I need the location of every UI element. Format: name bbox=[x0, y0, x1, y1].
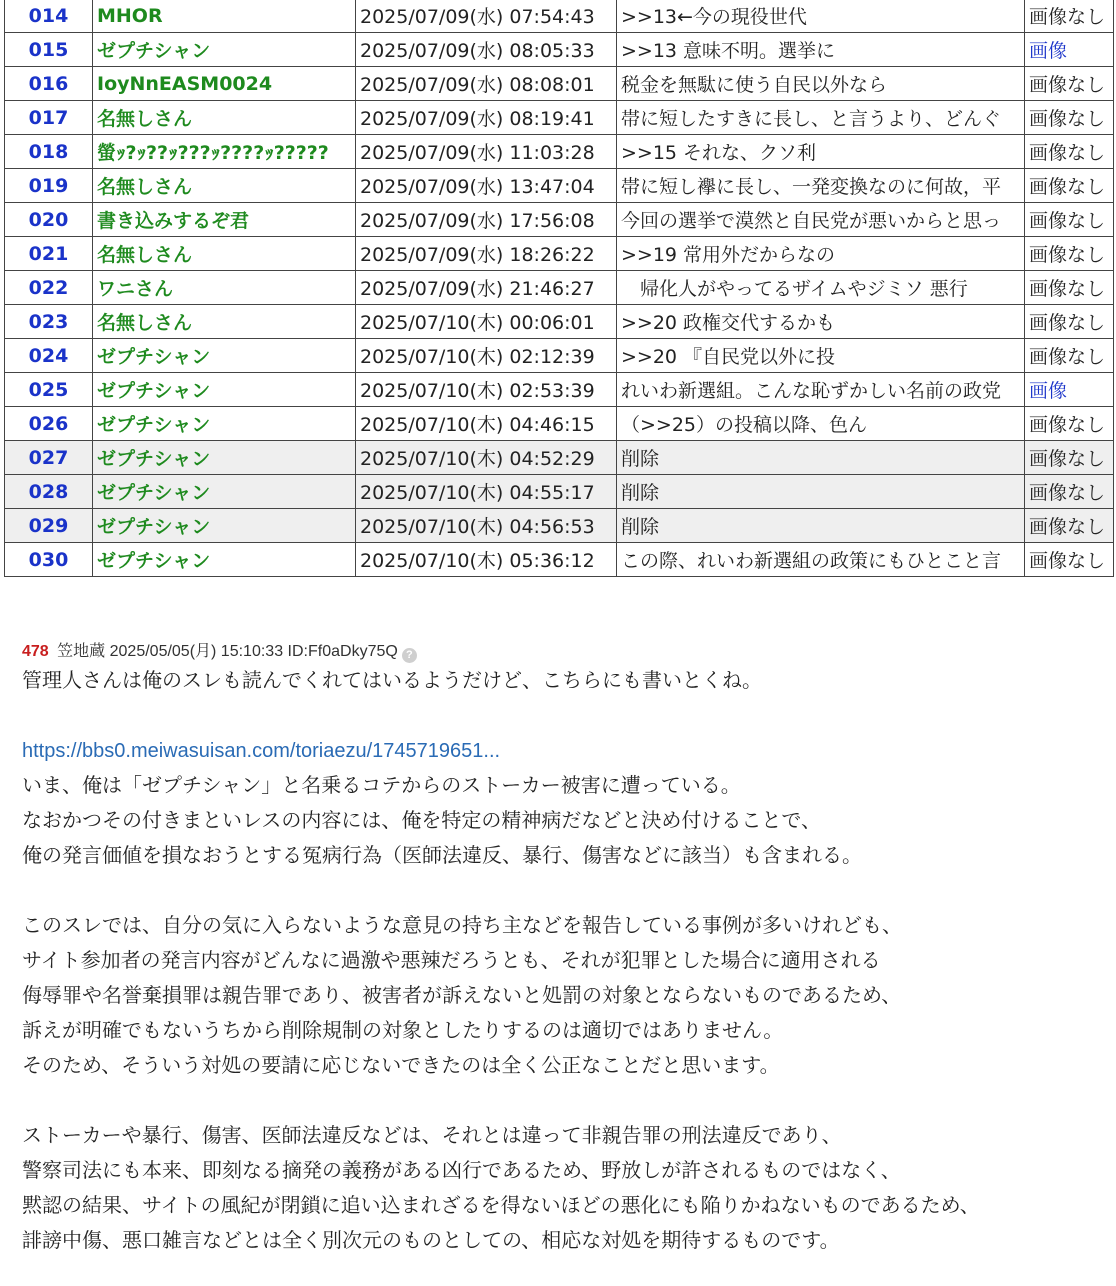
no-image-label: 画像なし bbox=[1025, 203, 1114, 237]
post-preview[interactable]: 税金を無駄に使う自民以外なら bbox=[617, 67, 1025, 101]
post-text-line: そのため、そういう対処の要請に応じないできたのは全く公正なことだと思います。 bbox=[22, 1055, 780, 1077]
post-text-line: サイト参加者の発言内容がどんなに過激や悪辣だろうとも、それが犯罪とした場合に適用される bbox=[22, 950, 881, 972]
post-date: 2025/05/05(月) 15:10:33 bbox=[109, 643, 284, 660]
post-text-line: いま、俺は「ゼプチシャン」と名乗るコテからのストーカー被害に遭っている。 bbox=[22, 775, 741, 797]
post-number-link[interactable]: 014 bbox=[5, 0, 93, 33]
post-number-link[interactable]: 023 bbox=[5, 305, 93, 339]
table-row[interactable] bbox=[5, 305, 1114, 339]
post-number-link[interactable]: 026 bbox=[5, 407, 93, 441]
thread-link[interactable]: https://bbs0.meiwasuisan.com/toriaezu/1745719651... bbox=[22, 740, 501, 762]
post-date: 2025/07/09(水) 08:05:33 bbox=[356, 33, 617, 67]
post-preview[interactable]: 削除 bbox=[617, 509, 1025, 543]
table-row[interactable] bbox=[5, 169, 1114, 203]
poster-name: ゼプチシャン bbox=[93, 373, 356, 407]
post-preview[interactable]: 今回の選挙で漠然と自民党が悪いからと思っ bbox=[617, 203, 1025, 237]
no-image-label: 画像なし bbox=[1025, 475, 1114, 509]
poster-name: ゼプチシャン bbox=[93, 407, 356, 441]
table-row[interactable] bbox=[5, 339, 1114, 373]
post-number-link[interactable]: 016 bbox=[5, 67, 93, 101]
table-row[interactable] bbox=[5, 407, 1114, 441]
post-number-link[interactable]: 019 bbox=[5, 169, 93, 203]
poster-name: 名無しさん bbox=[93, 237, 356, 271]
no-image-label: 画像なし bbox=[1025, 237, 1114, 271]
poster-name: ゼプチシャン bbox=[93, 441, 356, 475]
info-icon[interactable]: ? bbox=[402, 648, 417, 663]
table-row[interactable] bbox=[5, 543, 1114, 577]
blank-line bbox=[22, 1084, 1102, 1119]
no-image-label: 画像なし bbox=[1025, 271, 1114, 305]
post-number-link[interactable]: 028 bbox=[5, 475, 93, 509]
table-row[interactable] bbox=[5, 271, 1114, 305]
post-text-line: 俺の発言価値を損なおうとする冤病行為（医師法違反、暴行、傷害などに該当）も含まれる。 bbox=[22, 845, 862, 867]
poster-name: IoyNnEASM0024 bbox=[93, 67, 356, 101]
post-preview[interactable]: >>13 意味不明。選挙に bbox=[617, 33, 1025, 67]
poster-name: 名無しさん bbox=[93, 169, 356, 203]
post-478 bbox=[22, 640, 1102, 1259]
post-date: 2025/07/09(水) 11:03:28 bbox=[356, 135, 617, 169]
post-number-link[interactable]: 021 bbox=[5, 237, 93, 271]
post-preview[interactable]: れいわ新選組。こんな恥ずかしい名前の政党 bbox=[617, 373, 1025, 407]
table-row[interactable] bbox=[5, 509, 1114, 543]
poster-name: ゼプチシャン bbox=[93, 475, 356, 509]
poster-name: 名無しさん bbox=[93, 305, 356, 339]
post-date: 2025/07/10(木) 00:06:01 bbox=[356, 305, 617, 339]
no-image-label: 画像なし bbox=[1025, 169, 1114, 203]
no-image-label: 画像なし bbox=[1025, 135, 1114, 169]
table-row[interactable] bbox=[5, 67, 1114, 101]
post-number-link[interactable]: 018 bbox=[5, 135, 93, 169]
table-row[interactable] bbox=[5, 0, 1114, 33]
post-text-line: 管理人さんは俺のスレも読んでくれてはいるようだけど、こちらにも書いとくね。 bbox=[22, 670, 762, 692]
post-date: 2025/07/09(水) 21:46:27 bbox=[356, 271, 617, 305]
post-date: 2025/07/10(木) 04:56:53 bbox=[356, 509, 617, 543]
post-preview[interactable]: この際、れいわ新選組の政策にもひとこと言 bbox=[617, 543, 1025, 577]
post-date: 2025/07/10(木) 04:52:29 bbox=[356, 441, 617, 475]
no-image-label: 画像なし bbox=[1025, 543, 1114, 577]
image-link[interactable]: 画像 bbox=[1025, 33, 1114, 67]
post-body bbox=[22, 664, 1102, 1259]
post-date: 2025/07/10(木) 02:53:39 bbox=[356, 373, 617, 407]
table-row[interactable] bbox=[5, 33, 1114, 67]
post-date: 2025/07/10(木) 05:36:12 bbox=[356, 543, 617, 577]
poster-name: ゼプチシャン bbox=[93, 509, 356, 543]
post-number[interactable]: 478 bbox=[22, 643, 49, 660]
post-date: 2025/07/10(木) 04:46:15 bbox=[356, 407, 617, 441]
table-row[interactable] bbox=[5, 441, 1114, 475]
poster-name: ゼプチシャン bbox=[93, 33, 356, 67]
table-row[interactable] bbox=[5, 237, 1114, 271]
post-preview[interactable]: >>20 『自民党以外に投 bbox=[617, 339, 1025, 373]
no-image-label: 画像なし bbox=[1025, 101, 1114, 135]
post-header bbox=[22, 640, 1102, 664]
post-preview[interactable]: >>19 常用外だからなの bbox=[617, 237, 1025, 271]
post-text-line: このスレでは、自分の気に入らないような意見の持ち主などを報告している事例が多いけれども、 bbox=[22, 915, 902, 937]
poster-name: 書き込みするぞ君 bbox=[93, 203, 356, 237]
post-date: 2025/07/09(水) 18:26:22 bbox=[356, 237, 617, 271]
post-date: 2025/07/10(木) 04:55:17 bbox=[356, 475, 617, 509]
post-text-line: 誹謗中傷、悪口雑言などとは全く別次元のものとしての、相応な対処を期待するものです。 bbox=[22, 1230, 840, 1252]
no-image-label: 画像なし bbox=[1025, 305, 1114, 339]
post-date: 2025/07/09(水) 08:19:41 bbox=[356, 101, 617, 135]
no-image-label: 画像なし bbox=[1025, 441, 1114, 475]
poster-name: ゼプチシャン bbox=[93, 543, 356, 577]
poster-name: 名無しさん bbox=[93, 101, 356, 135]
post-number-link[interactable]: 022 bbox=[5, 271, 93, 305]
post-list-table bbox=[4, 0, 1114, 577]
post-preview[interactable]: >>15 それな、クソ利 bbox=[617, 135, 1025, 169]
poster-name: ワニさん bbox=[93, 271, 356, 305]
post-date: 2025/07/09(水) 13:47:04 bbox=[356, 169, 617, 203]
post-number-link[interactable]: 017 bbox=[5, 101, 93, 135]
poster-name: MHOR bbox=[93, 0, 356, 33]
post-text-line: ストーカーや暴行、傷害、医師法違反などは、それとは違って非親告罪の刑法違反であり、 bbox=[22, 1125, 842, 1147]
post-preview[interactable]: 削除 bbox=[617, 475, 1025, 509]
post-number-link[interactable]: 025 bbox=[5, 373, 93, 407]
post-text-line: 警察司法にも本来、即刻なる摘発の義務がある凶行であるため、野放しが許されるものではなく、 bbox=[22, 1160, 901, 1182]
poster-name: ゼプチシャン bbox=[93, 339, 356, 373]
post-preview[interactable]: 帰化人がやってるザイムやジミソ 悪行 bbox=[617, 271, 1025, 305]
table-row[interactable] bbox=[5, 101, 1114, 135]
post-number-link[interactable]: 015 bbox=[5, 33, 93, 67]
table-row[interactable] bbox=[5, 475, 1114, 509]
post-preview[interactable]: 帯に短したすきに長し、と言うより、どんぐ bbox=[617, 101, 1025, 135]
post-date: 2025/07/10(木) 02:12:39 bbox=[356, 339, 617, 373]
post-text-line: 侮辱罪や名誉棄損罪は親告罪であり、被害者が訴えないと処罰の対象とならないものであるため、 bbox=[22, 985, 902, 1007]
post-date: 2025/07/09(水) 07:54:43 bbox=[356, 0, 617, 33]
post-author: 笠地蔵 bbox=[57, 643, 106, 660]
table-row[interactable] bbox=[5, 373, 1114, 407]
no-image-label: 画像なし bbox=[1025, 67, 1114, 101]
post-preview[interactable]: >>20 政権交代するかも bbox=[617, 305, 1025, 339]
post-number-link[interactable]: 020 bbox=[5, 203, 93, 237]
post-text-line: 訴えが明確でもないうちから削除規制の対象としたりするのは適切ではありません。 bbox=[22, 1020, 784, 1042]
post-number-link[interactable]: 027 bbox=[5, 441, 93, 475]
post-number-link[interactable]: 024 bbox=[5, 339, 93, 373]
poster-name: 螢ｯ?ｯ??ｯ???ｯ????ｯ????? bbox=[93, 135, 356, 169]
no-image-label: 画像なし bbox=[1025, 0, 1114, 33]
post-date: 2025/07/09(水) 08:08:01 bbox=[356, 67, 617, 101]
post-preview[interactable]: 削除 bbox=[617, 441, 1025, 475]
table-row[interactable] bbox=[5, 203, 1114, 237]
blank-line bbox=[22, 874, 1102, 909]
post-id: ID:Ff0aDky75Q bbox=[287, 643, 398, 660]
post-number-link[interactable]: 029 bbox=[5, 509, 93, 543]
post-preview[interactable]: （>>25）の投稿以降、色ん bbox=[617, 407, 1025, 441]
post-text-line: なおかつその付きまといレスの内容には、俺を特定の精神病だなどと決め付けることで、 bbox=[22, 810, 821, 832]
post-date: 2025/07/09(水) 17:56:08 bbox=[356, 203, 617, 237]
post-preview[interactable]: 帯に短し襷に長し、一発変換なのに何故，平 bbox=[617, 169, 1025, 203]
no-image-label: 画像なし bbox=[1025, 339, 1114, 373]
no-image-label: 画像なし bbox=[1025, 509, 1114, 543]
post-number-link[interactable]: 030 bbox=[5, 543, 93, 577]
post-preview[interactable]: >>13←今の現役世代 bbox=[617, 0, 1025, 33]
no-image-label: 画像なし bbox=[1025, 407, 1114, 441]
table-row[interactable] bbox=[5, 135, 1114, 169]
image-link[interactable]: 画像 bbox=[1025, 373, 1114, 407]
post-text-line: 黙認の結果、サイトの風紀が閉鎖に追い込まれざるを得ないほどの悪化にも陥りかねないものであるため、 bbox=[22, 1195, 980, 1217]
blank-line bbox=[22, 699, 1102, 734]
